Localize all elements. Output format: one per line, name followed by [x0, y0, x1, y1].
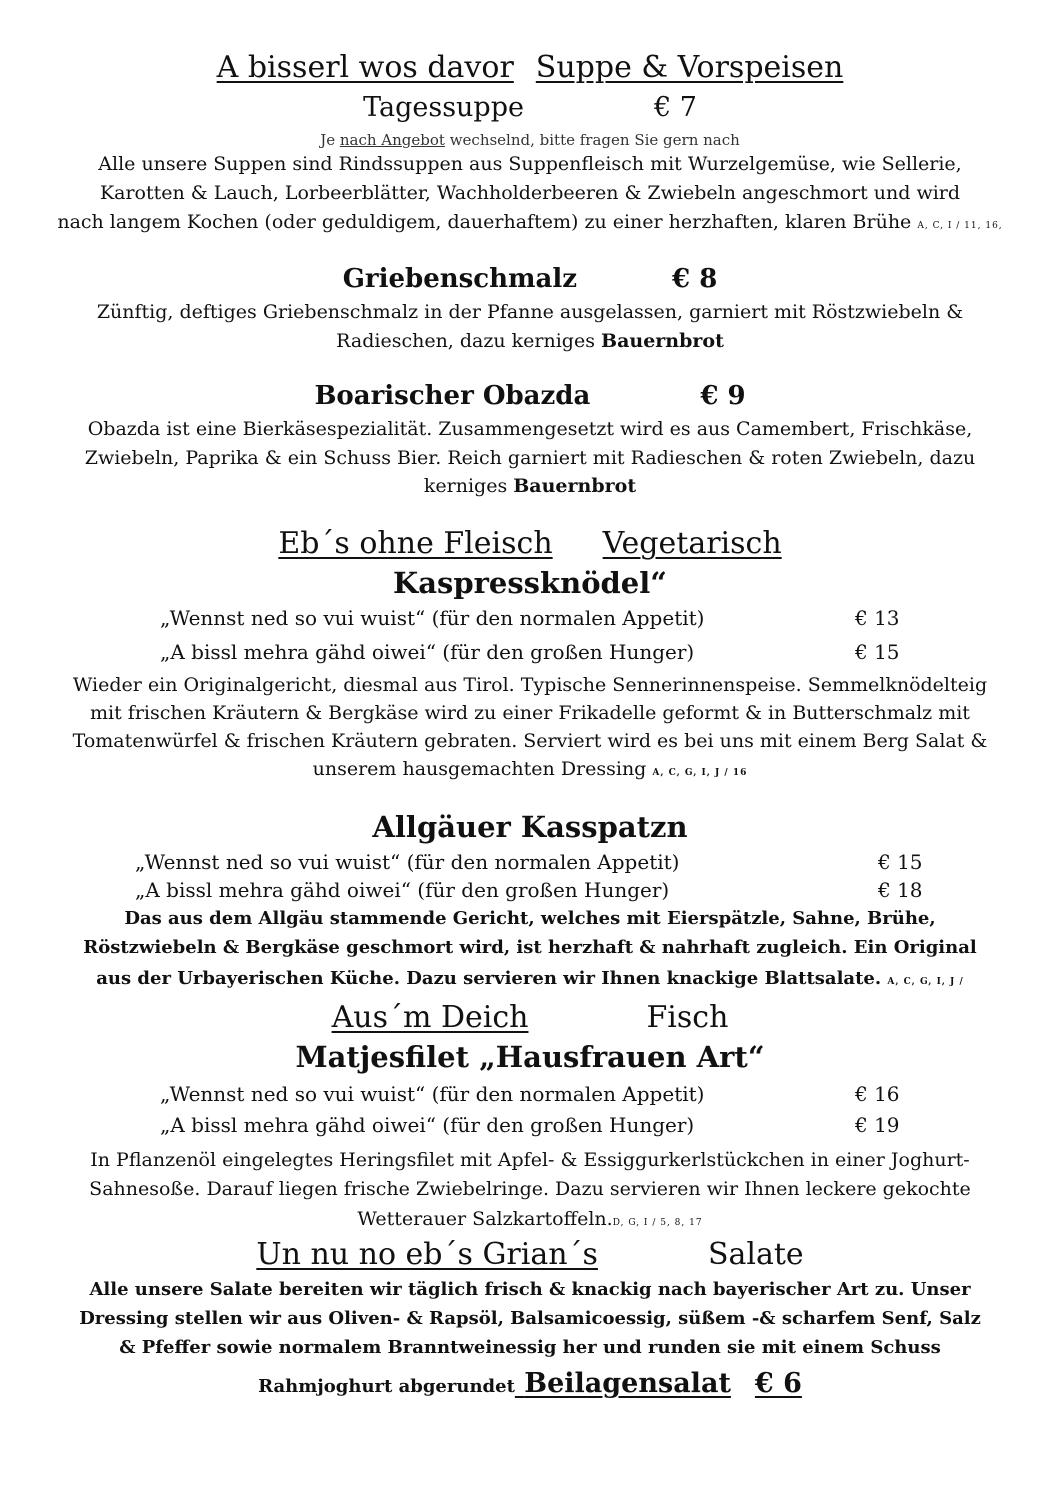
dish-description-line: Alle unsere Suppen sind Rindssuppen aus Suppenfleisch mit Wurzelgemüse, wie Sellerie, — [98, 153, 962, 175]
salad-description-line: Alle unsere Salate bereiten wir täglich frisch & knackig nach bayerischer Art zu. Unser — [89, 1279, 971, 1300]
desc-text: Wetterauer Salzkartoffeln. — [357, 1208, 613, 1230]
desc-bold: Bauernbrot — [513, 475, 637, 497]
section-title: Un nu no eb´s Grian´s — [256, 1237, 598, 1272]
dish-description-line: Röstzwiebeln & Bergkäse geschmort wird, ist herzhaft & nahrhaft zugleich. Ein Original — [83, 937, 977, 958]
dish-description-line: Karotten & Lauch, Lorbeerblätter, Wachholderbeeren & Zwiebeln angeschmort und wird — [99, 182, 961, 204]
dish-title-griebenschmalz — [0, 264, 1060, 294]
salad-last-line — [0, 1368, 1060, 1399]
dish-price: € 9 — [700, 381, 746, 411]
beilagensalat-item — [515, 1368, 802, 1399]
portion-large-price: € 15 — [855, 640, 900, 664]
dish-description-line — [0, 1208, 1060, 1230]
dish-description-line: Obazda ist eine Bierkäsespezialität. Zusammengesetzt wird es aus Camembert, Frischkäse, — [87, 418, 973, 440]
desc-text: Radieschen, dazu kerniges — [336, 330, 602, 352]
dish-price: € 8 — [672, 264, 718, 294]
note-text-rest: wechselnd, bitte fragen Sie gern nach — [444, 131, 740, 149]
dish-description-line — [0, 758, 1060, 780]
dish-description-line: Sahnesoße. Darauf liegen frische Zwiebelringe. Dazu servieren wir Ihnen leckere gekochte — [89, 1178, 971, 1200]
note-underlined: nach Angebot — [339, 131, 445, 149]
dish-description-line — [0, 211, 1060, 233]
desc-text: Rahmjoghurt abgerundet — [258, 1376, 515, 1397]
portion-large-label: „A bissl mehra gähd oiwei“ (für den großen Hunger) — [135, 878, 670, 902]
dish-title-kaspressknoedel: Kaspressknödel“ — [393, 566, 667, 600]
section-header-vegetarian — [0, 526, 1060, 561]
portion-large-price: € 19 — [855, 1113, 900, 1137]
dish-title-kasspatzn: Allgäuer Kasspatzn — [372, 810, 688, 844]
section-header-salads — [0, 1237, 1060, 1272]
portion-normal-price: € 15 — [878, 850, 923, 874]
dish-title-obazda — [0, 381, 1060, 411]
section-title: A bisserl wos davor — [216, 50, 514, 85]
desc-text: aus der Urbayerischen Küche. Dazu servieren wir Ihnen knackige Blattsalate. — [96, 968, 882, 989]
allergen-codes: A, C, I / 11, 16, — [917, 221, 1003, 231]
dish-description-line: Zwiebeln, Paprika & ein Schuss Bier. Reich garniert mit Radieschen & roten Zwiebeln, dazu — [84, 447, 976, 469]
desc-text: unserem hausgemachten Dressing — [312, 758, 647, 780]
dish-price: € 6 — [754, 1368, 802, 1399]
dish-description-line — [0, 475, 1060, 497]
note-text: Je — [320, 131, 340, 149]
dish-description-line: Zünftig, deftiges Griebenschmalz in der Pfanne ausgelassen, garniert mit Röstzwiebeln & — [96, 301, 964, 323]
desc-bold: Bauernbrot — [601, 330, 724, 352]
dish-note — [0, 131, 1060, 149]
desc-text: nach langem Kochen (oder geduldigem, dauerhaftem) zu einer herzhaften, klaren Brühe — [57, 211, 912, 233]
section-title-text: Aus´m Deich — [331, 1000, 529, 1035]
section-title: Eb´s ohne Fleisch — [278, 526, 553, 561]
section-subtitle: Salate — [707, 1237, 804, 1272]
section-subtitle: Vegetarisch — [602, 526, 782, 561]
portion-normal-label: „Wennst ned so vui wuist“ (für den normalen Appetit) — [160, 606, 705, 630]
portion-normal-price: € 16 — [855, 1082, 900, 1106]
allergen-codes: A, C, G, I, J / — [887, 977, 964, 987]
dish-name: Tagessuppe — [363, 92, 524, 123]
portion-normal-label: „Wennst ned so vui wuist“ (für den normalen Appetit) — [135, 850, 680, 874]
dish-description-line: Das aus dem Allgäu stammende Gericht, welches mit Eierspätzle, Sahne, Brühe, — [124, 908, 936, 929]
dish-name: Griebenschmalz — [342, 264, 578, 294]
dish-description-line: Wieder ein Originalgericht, diesmal aus Tirol. Typische Sennerinnenspeise. Semmelknödelteig — [72, 674, 988, 696]
allergen-codes: D, G, I / 5, 8, 17 — [612, 1218, 703, 1228]
section-header-starters — [0, 50, 1060, 85]
section-header-fish — [0, 1000, 1060, 1035]
section-subtitle: Fisch — [646, 1000, 729, 1035]
salad-description-line: Dressing stellen wir aus Oliven- & Rapsöl, Balsamicoessig, süßem -& scharfem Senf, Salz — [79, 1308, 981, 1329]
dish-description-line: In Pflanzenöl eingelegtes Heringsfilet mit Apfel- & Essiggurkerlstückchen in einer Joghurt- — [90, 1149, 970, 1171]
portion-large-price: € 18 — [878, 878, 923, 902]
dish-description-line — [0, 968, 1060, 989]
dish-title-tagessuppe — [0, 92, 1060, 123]
portion-large-label: „A bissl mehra gähd oiwei“ (für den großen Hunger) — [160, 1113, 695, 1137]
portion-large-label: „A bissl mehra gähd oiwei“ (für den großen Hunger) — [160, 640, 695, 664]
allergen-codes: A, C, G, I, J / 16 — [652, 768, 748, 778]
salad-description-line: & Pfeffer sowie normalem Branntweinessig her und runden sie mit einem Schuss — [119, 1337, 941, 1358]
portion-normal-label: „Wennst ned so vui wuist“ (für den normalen Appetit) — [160, 1082, 705, 1106]
dish-description-line: Tomatenwürfel & frischen Kräutern gebraten. Serviert wird es bei uns mit einem Berg Salat & — [72, 730, 988, 752]
dish-description-line: mit frischen Kräutern & Bergkäse wird zu einer Frikadelle geformt & in Butterschmalz mit — [90, 702, 970, 724]
dish-title-matjesfilet: Matjesfilet „Hausfrauen Art“ — [295, 1040, 765, 1074]
dish-price: € 7 — [653, 92, 697, 123]
portion-normal-price: € 13 — [855, 606, 900, 630]
dish-description-line — [0, 330, 1060, 352]
dish-name: Boarischer Obazda — [314, 381, 591, 411]
section-subtitle: Suppe & Vorspeisen — [535, 50, 844, 85]
dish-name: Beilagensalat — [524, 1368, 731, 1399]
section-title — [332, 1000, 647, 1035]
desc-text: kerniges — [423, 475, 514, 497]
